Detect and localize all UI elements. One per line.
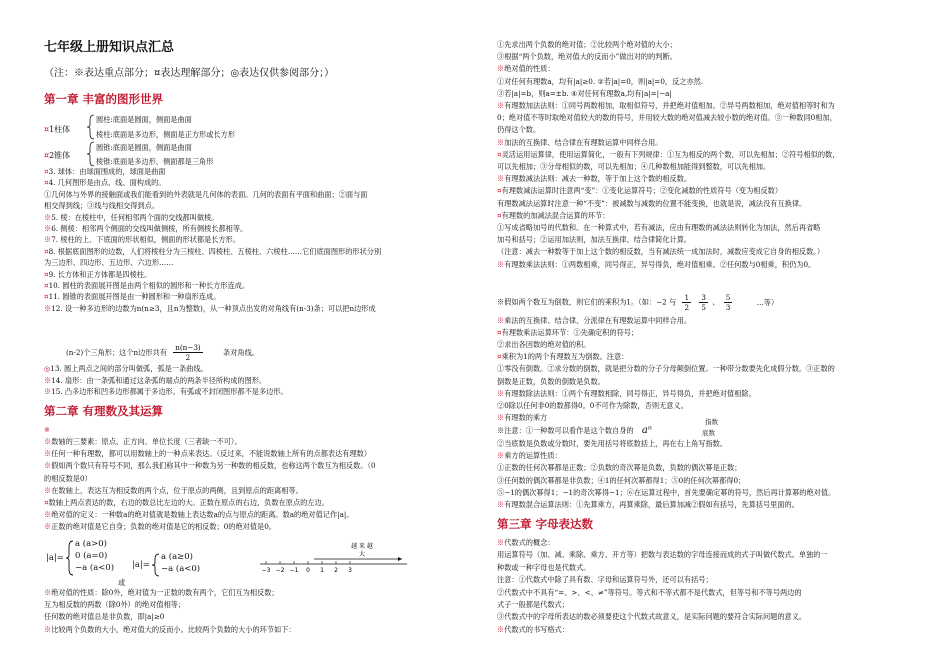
- marker-symbol: ¤: [497, 210, 502, 220]
- document-page: 七年级上册知识点汇总 （注：※表达重点部分；¤表达理解部分；◎表达仅供参阅部分；） 第一章 丰富的图形世界 ¤1柱体 圆柱:底面是圆面，侧面是曲面 棱柱:底面是多边形，侧面是正方形或长方形 ¤2锥体 圆锥:底面是圆面，侧面是曲面 棱锥:底面是多边形，侧面都是三角形 ¤3. 球体：由球面围成的，球面是曲面 ¤4. 几何图形是由点、线、面构成的。 ①几何体与外界的接触面或我们能看到的外表就是几何体的表面。几何的表面有平面和曲面；②面与面 相交得到线；③线与线相交得到点。 ※5. 棱：在棱柱中，任何相邻两个面的交线都叫做棱。 ※6. 侧棱：相邻两个侧面的交线叫做侧棱，所有侧棱长都相等。 ※7. 棱柱的上、下底面的形状相似，侧面的形状都是长方形。 ¤8. 根据底面图形的边数，人们将棱柱分为三棱柱、四棱柱、五棱柱、六棱柱……它们底面图形的形状分别 为三边形、四边形、五边形、六边形…… ¤9. 长方体和正方体都是四棱柱。 ¤10. 圆柱的表面展开图是由两个相似的圆形和一种长方形连成。 ¤11. 圆锥的表面展开图是由一种圆形和一种扇形连成。 ※12. 设一种多边形的边数为n(n≥3，且n为整数)，从一种顶点出发的对角线有(n-3)条；可以把n边形成 (n-2)个三角形；这个n边形共有 $\frac{n(n-3)}{2}$ 条对角线。 ◎13. 圆上两点之间的部分叫做弧，弧是一条曲线。 ※14. 扇形：由一条弧和通过这条弧的端点的两条半径所构成的图形。 ※15. 凸多边形和凹多边形都属于多边形。有弧或不封闭图形都不是多边形。 第二章 有理数及其运算 ※ ※数轴的三要素：原点、正方向、单位长度（三者缺一不可）。 ※任何一种有理数，都可以用数轴上的一种点来表达。（反过来，不能说数轴上所有的点都表达有理数） ※假如两个数只有符号不同，那么我们称其中一种数为另一种数的相反数，也称这两个数互为相反数。（0 的相反数是0） ※在数轴上，表达互为相反数的两个点，位于原点的两侧，且到原点的距离相等。 ¤数轴上两点表达的数，右边的数总比左边的大。正数在原点的右边，负数在原点的左边。 ※绝对值的定义：一种数a的绝对值就是数轴上表达数a的点与原点的距离。数a的绝对值记作|a|。 ※正数的绝对值是它自身；负数的绝对值是它的相反数；0的绝对值是0。 |a|= a (a>0) 0 (a=0) −a (a<0) 或 |a|= a (a≥0) −a (a<0) 越 来 越 大 −3 −2 −1 0 1 2 3 ※绝对值的性质：除0外，绝对值为一正数的数有两个，它们互为相反数； 互为相反数的两数（除0外）的绝对值相等； 任何数的绝对值总是非负数，即|a|≥0 ※比较两个负数的大小，绝对值大的反而小。比较两个负数的大小的环节如下： ①先求出两个负数的绝对值；②比较两个绝对值的大小； ③根据“两个负数，绝对值大的反而小”做出对的的判断。 ※绝对值的性质： ①对任何有理数a，均有|a|≥0. ②若|a|=0，则|a|=0，反之亦然. ③若|a|=b，则a=±b. ④对任何有理数a,均有|a|=|−a| ※有理数加法法则：①同号两数相加，取相似符号，并把绝对值相加。②异号两数相加，绝对值相等时和为 0；绝对值不等时取绝对值较大的数的符号，并用较大数的绝对值减去较小数的绝对值。③一种数同0相加， 仍得这个数。 ※加法的互换律、结合律在有理数运算中同样合用。 ¤灵活运用运算律，使用运算简化，一般有下列规律：①互为相反的两个数，可以先相加；②符号相似的数， 可以先相加；③分母相似的数，可以先相加；④几种数相加能得到整数，可以先相加。 ※有理数减法法则：减去一种数，等于加上这个数的相反数。 ¤有理数减法运算时注意两“变”：①变化运算符号；②变化减数的性质符号（变为相反数） 有理数减法运算时注意一种“不变”：被减数与减数的位置不能变换，也就是说，减法没有互换律。 ¤有理数的加减法混合运算的环节： ①写成省略加号的代数和。在一种算式中，若有减法，应由有理数的减法法则转化为加法，然后再省略 加号和括号；②运用加法则，加法互换律、结合律简化计算。 （注意：减去一种数等于加上这个数的相反数，当有减法统一成加法时，减数应变成它自身的相反数。） ※有理数乘法法则：①两数相乘，同号得正，异号得负，绝对值相乘。②任何数与0相乘，积仍为0。 ※假如两个数互为倒数，则它们的乘积为1。（如：−2 与 $\frac{1}{2}$ $\frac{3}{5}$ 、 $\frac{5}{3}$ …等） ※乘法的互换律、结合律、分派律在有理数运算中同样合用。 ¤有理数乘法运算环节：①先确定积的符号； ②求出各因数的绝对值的积。 ¤乘积为1的两个有理数互为倒数。注意： ①零没有倒数。②求分数的倒数，就是把分数的分子分母颠倒位置。一种带分数要先化成假分数。③正数的 倒数是正数，负数的倒数是负数。 ※有理数除法法则：①两个有理数相除，同号得正，异号得负，并把绝对值相除。 ②0除以任何非0的数都得0。0不可作为除数，否则无意义。 ※有理数的乘方 ※注意：①一种数可以看作是这个数自身的 aⁿ 指数 底数 ②当底数是负数或分数时，要先用括号将底数括上，再在右上角写指数。 ※乘方的运算性质： ①正数的任何次幂都是正数；②负数的奇次幂是负数，负数的偶次幂是正数； ③任何数的偶次幂都是非负数；④1的任何次幂都得1；⑤0的任何次幂都得0； ⑤−1的偶次幂得1；−1的奇次幂得−1；⑥在运算过程中，首先要确定幂的符号，然后再计算幂的绝对值。 ※有理数混合运算法则：①先算乘方，再算乘除，最后算加减②假如有括号，先算括号里面的。 第三章 字母表达数 ※代数式的概念： 用运算符号（加、减、乘除、乘方、开方等）把数与表达数的字母连接而成的式子叫做代数式。单独的一 种数或一种字母也是代数式。 注意：①代数式中除了具有数、字母和运算符号外，还可以有括号； ②代数式中不具有“=、>、<、≠”等符号。等式和不等式都不是代数式，但等号和不等号两边的 式子一般都是代数式； ③代数式中的字母所表达的数必须要使这个代数式故意义，是实际问题的要符合实际问题的意义。 ※代数式的书写格式：: [44, 40, 840, 634]
- right-a-line-9: ※加法的互换律、结合律在有理数运算中同样合用。: [497, 137, 663, 147]
- right-b-line-8: ②0除以任何非0的数都得0。0不可作为除数，否则无意义。: [497, 400, 688, 410]
- cone-item-pyramid: 棱锥:底面是多边形，侧面都是三角形: [96, 157, 214, 166]
- marker-symbol: ※: [497, 388, 505, 398]
- right-d-line-2: 用运算符号（加、减、乘除、乘方、开方等）把数与表达数的字母连接而成的式子叫做代数式。单独的一: [497, 550, 828, 560]
- abs-brace-2: [152, 553, 160, 577]
- marker-symbol: ※: [44, 375, 52, 385]
- ch2-tail-line-2: 互为相反数的两数（除0外）的绝对值相等；: [44, 600, 186, 610]
- ch1-line-12: ¤11. 圆锥的表面展开图是由一种圆形和一种扇形连成。: [44, 292, 221, 302]
- numberline-title: 越 来 越: [351, 543, 373, 550]
- numberline-arrow-head: [398, 557, 402, 561]
- marker-symbol: ※: [497, 538, 505, 547]
- recip-frac-1-num: 1: [684, 293, 690, 302]
- ch1-line-7: ※7. 棱柱的上、下底面的形状相似，侧面的形状都是长方形。: [44, 235, 241, 245]
- right-b-line-2: ¤有理数乘法运算环节：①先确定积的符号；: [497, 328, 639, 338]
- marker-symbol: ※: [44, 624, 52, 634]
- marker-symbol: ※: [44, 212, 52, 222]
- right-a-line-13: ¤有理数减法运算时注意两“变”：①变化运算符号；②变化减数的性质符号（变为相反数）: [497, 186, 783, 196]
- recip-frac-3-num: 5: [725, 293, 731, 302]
- right-c-line-1: ②当底数是负数或分数时，要先用括号将底数括上，再在右上角写指数。: [497, 439, 728, 448]
- right-a-line-3: ※绝对值的性质：: [497, 64, 555, 74]
- marker-symbol: ※: [497, 137, 505, 147]
- recip-frac-1: [682, 293, 691, 312]
- right-a-line-16: ①写成省略加号的代数和。在一种算式中，若有减法，应由有理数的减法法则转化为加法，然后再省略: [497, 223, 821, 232]
- diagonal-formula-num: n(n−3): [175, 343, 201, 352]
- right-a-line-7: 0；绝对值不等时取绝对值较大的数的符号，并用较大数的绝对值减去较小数的绝对值。③一种数同0相加，: [497, 113, 837, 123]
- marker-symbol: ¤: [497, 352, 502, 362]
- marker-symbol: ※: [44, 485, 52, 495]
- ch1-item-12b: [44, 343, 259, 362]
- marker-symbol: ◎: [44, 364, 51, 373]
- ch1-line-2: ¤4. 几何图形是由点、线、面构成的。: [44, 178, 166, 188]
- marker-symbol: ※: [44, 588, 52, 597]
- numberline-ticks: [262, 561, 353, 574]
- marker-symbol: ※: [44, 425, 51, 434]
- ch1-line-9: 为三边形、四边形、五边形、六边形……: [44, 258, 174, 268]
- right-a-line-6: ※有理数加法法则：①同号两数相加，取相似符号，并把绝对值相加。②异号两数相加，绝对值相等时和为: [497, 101, 835, 110]
- right-a-line-17: 加号和括号；②运用加法则，加法互换律、结合律简化计算。: [497, 235, 692, 245]
- marker-symbol: ¤: [44, 178, 49, 188]
- ch1-tail-line-2: ※14. 扇形：由一条弧和通过这条弧的端点的两条半径所构成的图形。: [44, 375, 267, 385]
- marker-symbol: ※: [44, 387, 52, 397]
- right-a-line-14: 有理数减法运算时注意一种“不变”：被减数与减数的位置不能变换，也就是说，减法没有互换律。: [497, 198, 807, 208]
- right-c-line-5: ⑤−1的偶次幂得1；−1的奇次幂得−1；⑥在运算过程中，首先要确定幂的符号，然后再计算幂的绝对值。: [497, 487, 836, 497]
- chapter-1-heading: 第一章 丰富的图形世界: [44, 92, 164, 106]
- base-label: 底数: [702, 429, 715, 437]
- power-note: [497, 426, 652, 435]
- marker-symbol: ※: [497, 413, 505, 422]
- power-formula: aⁿ: [641, 426, 652, 435]
- ch1-line-10: ¤9. 长方体和正方体都是四棱柱。: [44, 269, 152, 279]
- marker-symbol: ¤: [44, 151, 50, 160]
- abs-case2-neg: −a (a<0): [161, 564, 201, 574]
- recip-frac-3-den: 3: [725, 303, 731, 312]
- ch2-line-5: ※在数轴上，表达互为相反数的两个点，位于原点的两侧，且到原点的距离相等。: [44, 485, 303, 495]
- ch2-tail-line-3: 任何数的绝对值总是非负数，即|a|≥0: [44, 612, 165, 622]
- abs-case-zero: 0 (a=0): [75, 551, 108, 561]
- ch1-line-6: ※6. 侧棱：相邻两个侧面的交线叫做侧棱，所有侧棱长都相等。: [44, 224, 248, 233]
- recip-suffix: …等）: [756, 297, 779, 307]
- numberline-tick-label: 1: [320, 567, 324, 574]
- numberline-tick-label: −2: [275, 567, 285, 574]
- abs-case-pos: a (a>0): [75, 539, 107, 549]
- ch1-line-1: ¤3. 球体：由球面围成的，球面是曲面: [44, 167, 166, 176]
- ch2-line-2: ※任何一种有理数，都可以用数轴上的一种点来表达。（反过来，不能说数轴上所有的点都表达有理数）: [44, 449, 372, 459]
- ch1-tail-line-1: ◎13. 圆上两点之间的部分叫做弧，弧是一条曲线。: [44, 364, 208, 373]
- abs-brace-1: [66, 540, 74, 576]
- marker-symbol: ※: [44, 510, 52, 520]
- ch1-line-13: ※12. 设一种多边形的边数为n(n≥3，且n为整数)，从一种顶点出发的对角线有(n-3)条；可以把n边形成: [44, 303, 376, 313]
- marker-symbol: ¤: [497, 328, 502, 338]
- marker-symbol: ¤: [44, 246, 49, 256]
- marker-symbol: ¤: [44, 498, 49, 507]
- cone-brace: [87, 141, 95, 167]
- marker-symbol: ※: [497, 316, 505, 325]
- ch2-line-3: ※假如两个数只有符号不同，那么我们称其中一种数为另一种数的相反数，也称这两个数互为相反数。（0: [44, 461, 376, 471]
- marker-symbol: ¤: [44, 292, 49, 302]
- ch1-tail-line-3: ※15. 凸多边形和凹多边形都属于多边形。有弧或不封闭图形都不是多边形。: [44, 387, 288, 397]
- number-line: [252, 540, 412, 574]
- abs-case-neg: −a (a<0): [75, 563, 115, 573]
- marker-symbol: ※: [44, 437, 52, 446]
- chapter-2-mark: [44, 425, 50, 434]
- ch2-line-7: ※绝对值的定义：一种数a的绝对值就是数轴上表达数a的点与原点的距离。数a的绝对值记作|a|。: [44, 510, 354, 520]
- cone-item-circular: 圆锥:底面是圆面，侧面是曲面: [96, 143, 192, 152]
- right-d-line-6: 式子一般都是代数式；: [497, 600, 569, 609]
- prism-item-prism: 棱柱:底面是多边形，侧面是正方形或长方形: [96, 130, 235, 139]
- right-a-line-11: 可以先相加；③分母相似的数，可以先相加；④几种数相加能得到整数，可以先相加。: [497, 162, 771, 171]
- ch2-tail-line-4: ※比较两个负数的大小，绝对值大的反而小。比较两个负数的大小的环节如下：: [44, 624, 296, 634]
- right-d-line-8: ※代数式的书写格式：: [497, 624, 569, 634]
- ch1-line-4: 相交得到线；③线与线相交得到点。: [44, 201, 160, 211]
- right-c-line-4: ③任何数的偶次幂都是非负数；④1的任何次幂都得1；⑤0的任何次幂都得0；: [497, 475, 746, 485]
- legend-note: （注：※表达重点部分；¤表达理解部分；◎表达仅供参阅部分；）: [44, 68, 335, 79]
- marker-symbol: ※: [44, 522, 52, 532]
- marker-symbol: ¤: [44, 125, 50, 134]
- marker-symbol: ※: [497, 259, 505, 269]
- ch2-line-4: 的相反数是0）: [44, 473, 92, 483]
- marker-symbol: ¤: [497, 186, 502, 196]
- abs-case2-nonneg: a (a≥0): [161, 552, 193, 562]
- ch1-line-3: ①几何体与外界的接触面或我们能看到的外表就是几何体的表面。几何的表面有平面和曲面；②面与面: [44, 189, 368, 199]
- marker-symbol: ※: [497, 451, 505, 461]
- right-a-line-18: （注意：减去一种数等于加上这个数的相反数，当有减法统一成加法时，减数应变成它自身的相反数。）: [497, 247, 825, 257]
- numberline-tick-label: 2: [334, 567, 338, 574]
- recip-frac-2-den: 5: [701, 303, 706, 312]
- right-a-line-2: ③根据“两个负数，绝对值大的反而小”做出对的的判断。: [497, 52, 677, 62]
- right-a-line-1: ①先求出两个负数的绝对值；②比较两个绝对值的大小；: [497, 40, 677, 49]
- ch2-line-6: ¤数轴上两点表达的数，右边的数总比左边的大。正数在原点的右边，负数在原点的左边。: [44, 498, 329, 507]
- marker-symbol: ※: [44, 224, 52, 233]
- right-b-line-5: ①零没有倒数。②求分数的倒数，就是把分数的分子分母颠倒位置。一种带分数要先化成假分数。③正数的: [497, 364, 835, 374]
- right-a-line-12: ※有理数减法法则：减去一种数，等于加上这个数的相反数。: [497, 174, 692, 184]
- ch1-line-8: ¤8. 根据底面图形的边数，人们将棱柱分为三棱柱、四棱柱、五棱柱、六棱柱……它们底面图形的形状分别: [44, 246, 382, 256]
- right-c-line-2: ※乘方的运算性质：: [497, 451, 562, 461]
- prism-label: ¤1柱体: [44, 125, 71, 134]
- right-d-line-3: 种数或一种字母也是代数式。: [497, 562, 591, 572]
- numberline-tick-label: 0: [306, 567, 310, 574]
- marker-symbol: ※: [497, 64, 505, 74]
- diagonal-formula: [173, 343, 202, 362]
- right-b-line-6: 倒数是正数，负数的倒数是负数。: [497, 376, 605, 386]
- recip-frac-2: [699, 293, 708, 312]
- numberline-tick-label: −3: [261, 567, 271, 574]
- marker-symbol: ※: [44, 235, 52, 245]
- marker-symbol: ¤: [44, 269, 49, 279]
- prism-brace: [87, 114, 95, 140]
- recip-sep: 、: [712, 297, 720, 307]
- marker-symbol: ※: [44, 449, 52, 459]
- right-b-line-4: ¤乘积为1的两个有理数互为倒数。注意：: [497, 352, 629, 362]
- numberline-sub: 大: [358, 551, 366, 558]
- right-d-line-1: ※代数式的概念：: [497, 538, 555, 547]
- marker-symbol: ※: [497, 101, 505, 110]
- marker-symbol: ※: [497, 624, 505, 634]
- marker-symbol: ※: [497, 500, 505, 509]
- right-a-line-19: ※有理数乘法法则：①两数相乘，同号得正，异号得负，绝对值相乘。②任何数与0相乘，积仍为0。: [497, 259, 816, 269]
- marker-symbol: ¤: [44, 281, 49, 290]
- right-a-line-5: ③若|a|=b，则a=±b. ④对任何有理数a,均有|a|=|−a|: [497, 88, 672, 98]
- right-c-line-3: ①正数的任何次幂都是正数；②负数的奇次幂是负数，负数的偶次幂是正数；: [497, 463, 742, 473]
- abs-or: 或: [118, 578, 126, 587]
- marker-symbol: ¤: [497, 149, 502, 159]
- right-d-line-4: 注意：①代数式中除了具有数、字母和运算符号外，还可以有括号；: [497, 575, 713, 585]
- ch1-line-5: ※5. 棱：在棱柱中，任何相邻两个面的交线都叫做棱。: [44, 212, 219, 222]
- ch1-12b-suffix: 条对角线。: [223, 347, 259, 357]
- marker-symbol: ※: [44, 461, 52, 471]
- page-title: 七年级上册知识点汇总: [44, 40, 175, 55]
- recip-frac-3: [724, 293, 733, 312]
- right-b-line-1: ※乘法的互换律、结合律、分派律在有理数运算中同样合用。: [497, 316, 692, 325]
- prism-item-cylinder: 圆柱:底面是圆面，侧面是曲面: [96, 115, 192, 124]
- ch2-line-1: ※数轴的三要素：原点、正方向、单位长度（三者缺一不可）。: [44, 437, 242, 446]
- reciprocal-line: [497, 293, 778, 312]
- numberline-tick-label: −1: [289, 567, 299, 574]
- marker-symbol: ※: [497, 174, 505, 184]
- diagonal-formula-den: 2: [185, 353, 191, 362]
- exponent-label: 指数: [705, 418, 718, 426]
- right-d-line-7: ③代数式中的字母所表达的数必须要使这个代数式故意义，是实际问题的要符合实际问题的意义。: [497, 612, 807, 622]
- ch2-tail-line-1: ※绝对值的性质：除0外，绝对值为一正数的数有两个，它们互为相反数；: [44, 588, 279, 597]
- marker-symbol: ※: [44, 303, 52, 313]
- right-a-line-8: 仍得这个数。: [497, 125, 541, 135]
- power-note-text: ※注意：①一种数可以看作是这个数自身的: [497, 426, 634, 435]
- right-b-line-3: ②求出各因数的绝对值的积。: [497, 340, 591, 350]
- recip-prefix: ※假如两个数互为倒数，则它们的乘积为1。（如：−2 与: [497, 297, 677, 307]
- ch1-line-11: ¤10. 圆柱的表面展开图是由两个相似的圆形和一种长方形连成。: [44, 281, 250, 290]
- chapter-2-heading: 第二章 有理数及其运算: [44, 404, 164, 418]
- ch2-line-8: ※正数的绝对值是它自身；负数的绝对值是它的相反数；0的绝对值是0。: [44, 522, 276, 532]
- chapter-3-heading: 第三章 字母表达数: [497, 517, 594, 531]
- right-a-line-4: ①对任何有理数a，均有|a|≥0. ②若|a|=0，则|a|=0，反之亦然.: [497, 76, 704, 86]
- right-b-line-7: ※有理数除法法则：①两个有理数相除，同号得正，异号得负，并把绝对值相除。: [497, 388, 756, 398]
- right-c-line-6: ※有理数混合运算法则：①先算乘方，再算乘除，最后算加减②假如有括号，先算括号里面的。: [497, 500, 799, 509]
- recip-frac-1-den: 2: [684, 303, 690, 312]
- recip-frac-2-num: 3: [701, 293, 706, 302]
- numberline-tick-label: 3: [348, 567, 352, 574]
- right-d-line-5: ②代数式中不具有“=、>、<、≠”等符号。等式和不等式都不是代数式，但等号和不等号两边的: [497, 587, 802, 597]
- cone-label: ¤2锥体: [44, 151, 71, 160]
- power-heading: ※有理数的乘方: [497, 413, 548, 422]
- marker-symbol: ¤: [44, 167, 49, 176]
- ch1-12b-prefix: (n-2)个三角形；这个n边形共有: [66, 347, 167, 357]
- right-a-line-15: ¤有理数的加减法混合运算的环节：: [497, 210, 610, 220]
- right-a-line-10: ¤灵活运用运算律，使用运算简化，一般有下列规律：①互为相反的两个数，可以先相加；②符号相似的数，: [497, 149, 840, 159]
